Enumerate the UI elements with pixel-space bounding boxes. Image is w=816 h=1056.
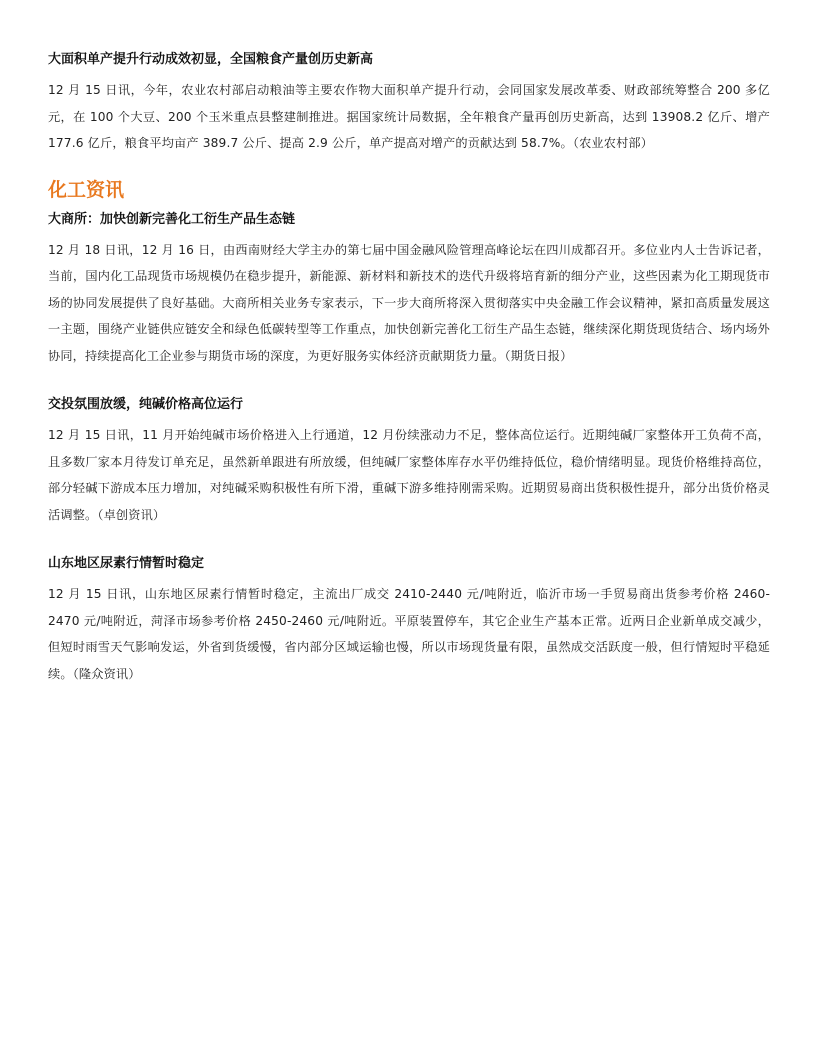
article-soda-ash <box>48 395 770 528</box>
article-body: 12 月 15 日讯，11 月开始纯碱市场价格进入上行通道，12 月份续涨动力不足，整体高位运行。近期纯碱厂家整体开工负荷不高，且多数厂家本月待发订单充足，虽然新单跟进有所放缓，但纯碱厂家整体库存水平仍维持低位，稳价情绪明显。现货价格维持高位，部分轻碱下游成本压力增加，对纯碱采购积极性有所下滑，重碱下游多维持刚需采购。近期贸易商出货积极性提升，部分出货价格灵活调整。（卓创资讯） <box>48 428 770 522</box>
article-title: 大面积单产提升行动成效初显，全国粮食产量创历史新高 <box>48 52 374 67</box>
article-shandong-urea <box>48 554 770 687</box>
article-title: 交投氛围放缓，纯碱价格高位运行 <box>48 397 244 412</box>
section-heading-chemical-news: 化工资讯 <box>48 178 125 201</box>
article-body: 12 月 15 日讯，山东地区尿素行情暂时稳定，主流出厂成交 2410-2440 元/吨附近，临沂市场一手贸易商出货参考价格 2460-2470 元/吨附近，菏泽市场参考价格 2450-2460 元/吨附近。平原装置停车，其它企业生产基本正常。近两日企业新单成交减少，但短时雨雪天气影响发运，外省到货缓慢，省内部分区域运输也慢，所以市场现货量有限，虽然成交活跃度一般，但行情短时平稳延续。（隆众资讯） <box>48 587 770 681</box>
article-body: 12 月 18 日讯，12 月 16 日，由西南财经大学主办的第七届中国金融风险管理高峰论坛在四川成都召开。多位业内人士告诉记者，当前，国内化工品现货市场规模仍在稳步提升，新能源、新材料和新技术的迭代升级将培育新的细分产业，这些因素为化工期现货市场的协同发展提供了良好基础。大商所相关业务专家表示，下一步大商所将深入贯彻落实中央金融工作会议精神，紧扣高质量发展这一主题，围绕产业链供应链安全和绿色低碳转型等工作重点，加快创新完善化工衍生产品生态链，继续深化期货现货结合、场内场外协同，持续提高化工企业参与期货市场的深度，为更好服务实体经济贡献期货力量。（期货日报） <box>48 242 770 363</box>
article-grain-output <box>48 50 770 157</box>
article-title: 山东地区尿素行情暂时稳定 <box>48 556 205 571</box>
spacer <box>48 528 770 554</box>
article-title: 大商所：加快创新完善化工衍生产品生态链 <box>48 211 296 227</box>
article-body: 12 月 15 日讯，今年，农业农村部启动粮油等主要农作物大面积单产提升行动，会同国家发展改革委、财政部统筹整合 200 多亿元，在 100 个大豆、200 个玉米重点县整建制推进。据国家统计局数据，全年粮食产量再创历史新高，达到 13908.2 亿斤、增产 177.6 亿斤，粮食平均亩产 389.7 公斤、提高 2.9 公斤，单产提高对增产的贡献达到 58.7%。（农业农村部） <box>48 83 770 150</box>
article-dalian-exchange <box>48 210 770 370</box>
spacer <box>48 369 770 395</box>
document-page <box>48 50 770 687</box>
